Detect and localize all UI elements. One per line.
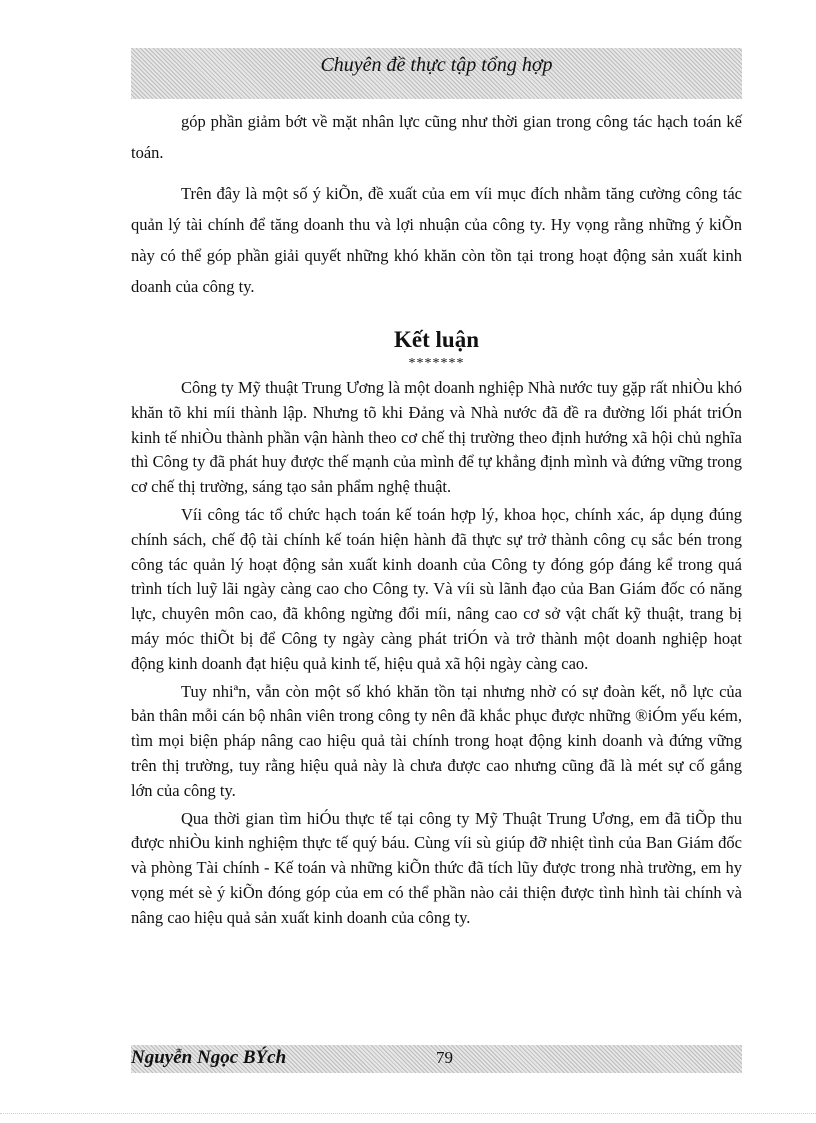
footer-author: Nguyễn Ngọc BÝch bbox=[131, 1047, 287, 1068]
intro-paragraph: góp phần giảm bớt về mặt nhân lực cũng như thời gian trong công tác hạch toán kế toán. bbox=[131, 112, 742, 162]
page-number: 79 bbox=[436, 1048, 453, 1067]
heading-stars: ******* bbox=[408, 356, 465, 371]
intro-paragraph: Trên đây là một số ý kiÕn, đề xuất của em víi mục đích nhằm tăng cường công tác quản lý tài chính để tăng doanh thu và lợi nhuận của công ty. Hy vọng rằng những ý kiÕn này có thể góp phần giải quyết những khó khăn còn tồn tại trong hoạt động sản xuất kinh doanh của công ty. bbox=[131, 184, 742, 296]
conclusion-paragraph: Công ty Mỹ thuật Trung Ương là một doanh nghiệp Nhà nước tuy gặp rất nhiÒu khó khăn tõ khi míi thành lập. Nhưng tõ khi Đảng và Nhà nước đã đề ra đường lối phát triÓn kinh tế nhiÒu thành phần vận hành theo cơ chế thị trường theo định hướng xã hội chủ nghĩa thì Công ty đã phát huy được thế mạnh của mình để tự khẳng định mình và đứng vững trong cơ chế thị trường, sáng tạo sản phẩm nghệ thuật. bbox=[131, 378, 742, 497]
running-header bbox=[131, 48, 742, 99]
intro-text bbox=[131, 106, 742, 312]
conclusion-paragraph: Qua thời gian tìm hiÓu thực tế tại công ty Mỹ Thuật Trung Ương, em đã tiÕp thu được nhiÒu kinh nghiệm thực tế quý báu. Cùng víi sù giúp đỡ nhiệt tình của Ban Giám đốc và phòng Tài chính - Kế toán và những kiÕn thức đã tích lũy được trong nhà trường, em hy vọng mét sè ý kiÕn đóng góp của em có thể phần nào cải thiện được tình hình tài chính và nâng cao hiệu quả sản xuất kinh doanh của công ty. bbox=[131, 808, 742, 927]
conclusion-paragraph: Tuy nhiªn, vẫn còn một số khó khăn tồn tại nhưng nhờ có sự đoàn kết, nỗ lực của bản thân mỗi cán bộ nhân viên trong công ty nên đã khắc phục được những ®iÓm yếu kém, tìm mọi biện pháp nâng cao hiệu quả tài chính trong hoạt động kinh doanh và đứng vững trên thị trường, tuy rằng hiệu quả này là chưa được cao nhưng cũng đã là mét sự cố gắng lớn của công ty. bbox=[131, 681, 742, 800]
conclusion-paragraph: Víi công tác tổ chức hạch toán kế toán hợp lý, khoa học, chính xác, áp dụng đúng chính sách, chế độ tài chính kế toán hiện hành đã thực sự trở thành công cụ sắc bén trong công tác quản lý hoạt động sản xuất kinh doanh của Công ty đóng góp đáng kể trong quá trình tích luỹ lãi ngày càng cao cho Công ty. Và víi sù lãnh đạo của Ban Giám đốc có năng lực, chuyên môn cao, đã không ngừng đổi míi, nâng cao cơ sở vật chất kỹ thuật, trang bị máy móc thiÕt bị để Công ty ngày càng phát triÓn và trở thành một doanh nghiệp hoạt động kinh doanh đạt hiệu quả kinh tế, hiệu quả xã hội ngày càng cao. bbox=[131, 504, 742, 673]
running-footer bbox=[131, 1045, 742, 1073]
page-edge-divider bbox=[0, 1113, 816, 1115]
conclusion-heading: Kết luận bbox=[394, 327, 479, 352]
conclusion-body bbox=[131, 376, 742, 934]
header-title: Chuyên đề thực tập tổng hợp bbox=[320, 54, 553, 76]
